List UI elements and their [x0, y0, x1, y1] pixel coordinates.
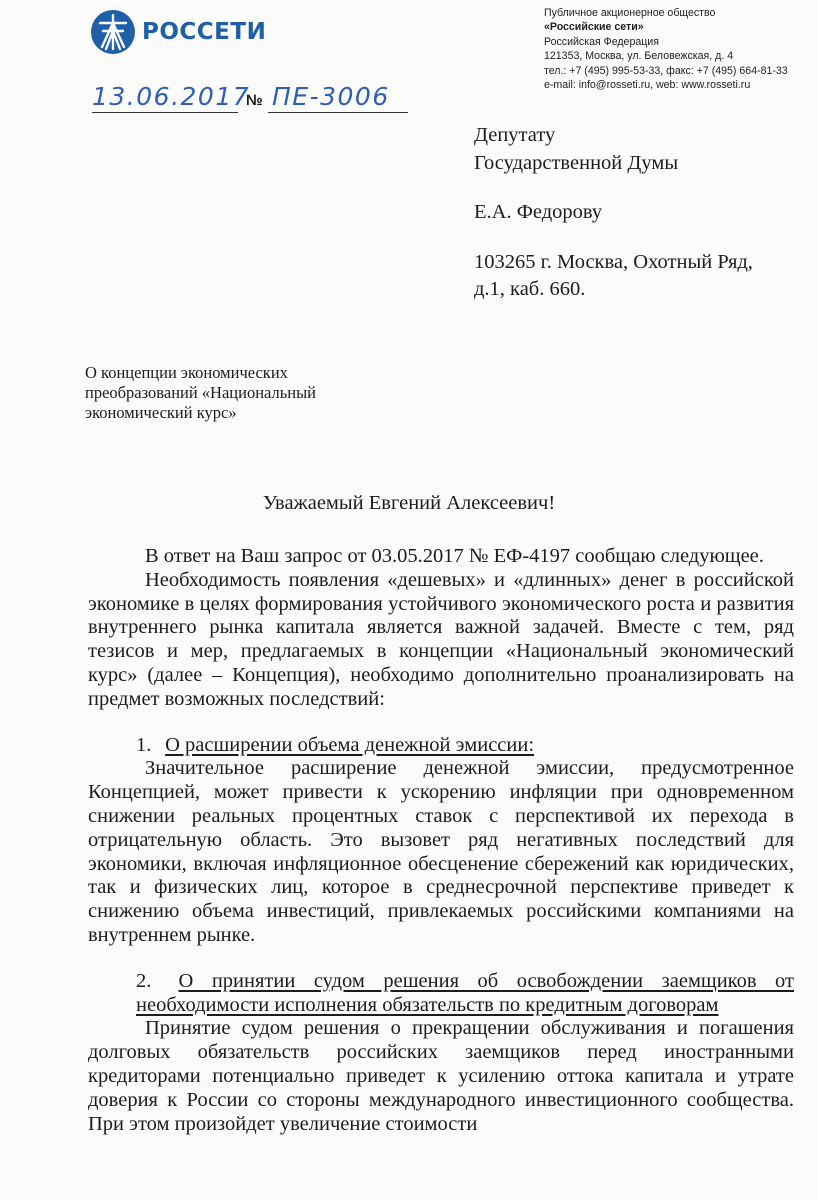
company-name: «Российские сети»	[544, 21, 644, 34]
section-2-title: О принятии судом решения об освобождении заемщиков от необходимости исполнения обязательств по кредитным договорам	[136, 969, 794, 1016]
addressee-org: Государственной Думы	[474, 151, 679, 174]
registration-date: 13.06.2017	[92, 82, 251, 111]
number-sign: №	[246, 92, 263, 109]
subject-line: О концепции экономических	[85, 363, 288, 382]
body-paragraph: Необходимость появления «дешевых» и «длинных» денег в российской экономике в целях формирования устойчивого экономического роста и развития внутреннего рынка капитала является важной задачей. Вместе с тем, ряд тезисов и мер, предлагаемых в концепции «Национальный экономический курс» (далее – Концепция), необходимо дополнительно проанализировать на предмет возможных последствий:	[88, 568, 794, 710]
rosseti-emblem-icon	[90, 9, 136, 55]
registration-number: ПЕ-3006	[272, 82, 390, 111]
section-1-heading	[88, 734, 794, 758]
letter-body	[88, 545, 794, 1136]
section-1-title: О расширении объема денежной эмиссии:	[165, 733, 535, 756]
section-1-number: 1.	[136, 733, 152, 756]
company-email: e-mail: info@rosseti.ru, web: www.rosseti.ru	[544, 79, 751, 92]
section-2-heading	[88, 970, 794, 1018]
greeting: Уважаемый Евгений Алексеевич!	[262, 492, 556, 514]
number-underline	[268, 112, 408, 113]
addressee-block	[474, 122, 753, 304]
company-address: 121353, Москва, ул. Беловежская, д. 4	[544, 50, 734, 63]
section-2-text: Принятие судом решения о прекращении обслуживания и погашения долговых обязательств российских заемщиков перед иностранными кредиторами потенциально приведет к усилению оттока капитала и утрате доверия к России со стороны международного инвестиционного сообщества. При этом произойдет увеличение стоимости	[88, 1017, 794, 1135]
date-underline	[92, 112, 238, 113]
rosseti-logo	[90, 6, 266, 58]
section-1-text: Значительное расширение денежной эмиссии, предусмотренное Концепцией, может привести к ускорению инфляции при одновременном снижении реальных процентных ставок с перспективой их перехода в отрицательную область. Это вызовет ряд негативных последствий для экономики, включая инфляционное обесценение сбережений как юридических, так и физических лиц, которое в среднесрочной перспективе приведет к снижению объема инвестиций, привлекаемых российскими компаниями на внутреннем рынке.	[88, 757, 794, 946]
company-line: Публичное акционерное общество	[544, 7, 716, 19]
company-details	[544, 6, 788, 92]
addressee-office: д.1, каб. 660.	[474, 278, 586, 300]
section-2-number: 2.	[136, 969, 152, 992]
company-line: Российская Федерация	[544, 35, 659, 48]
letter-subject	[85, 363, 316, 422]
body-paragraph: В ответ на Ваш запрос от 03.05.2017 № ЕФ-4197 сообщаю следующее.	[145, 545, 764, 567]
addressee-name: Е.А. Федорову	[474, 201, 603, 223]
company-phone: тел.: +7 (495) 995-53-33, факс: +7 (495) 664-81-33	[544, 64, 788, 77]
logo-text: РОССЕТИ	[142, 19, 267, 45]
subject-line: преобразований «Национальный	[85, 382, 317, 402]
addressee-address: 103265 г. Москва, Охотный Ряд,	[474, 250, 753, 273]
addressee-title: Депутату	[474, 124, 556, 146]
subject-line: экономический курс»	[85, 402, 237, 422]
